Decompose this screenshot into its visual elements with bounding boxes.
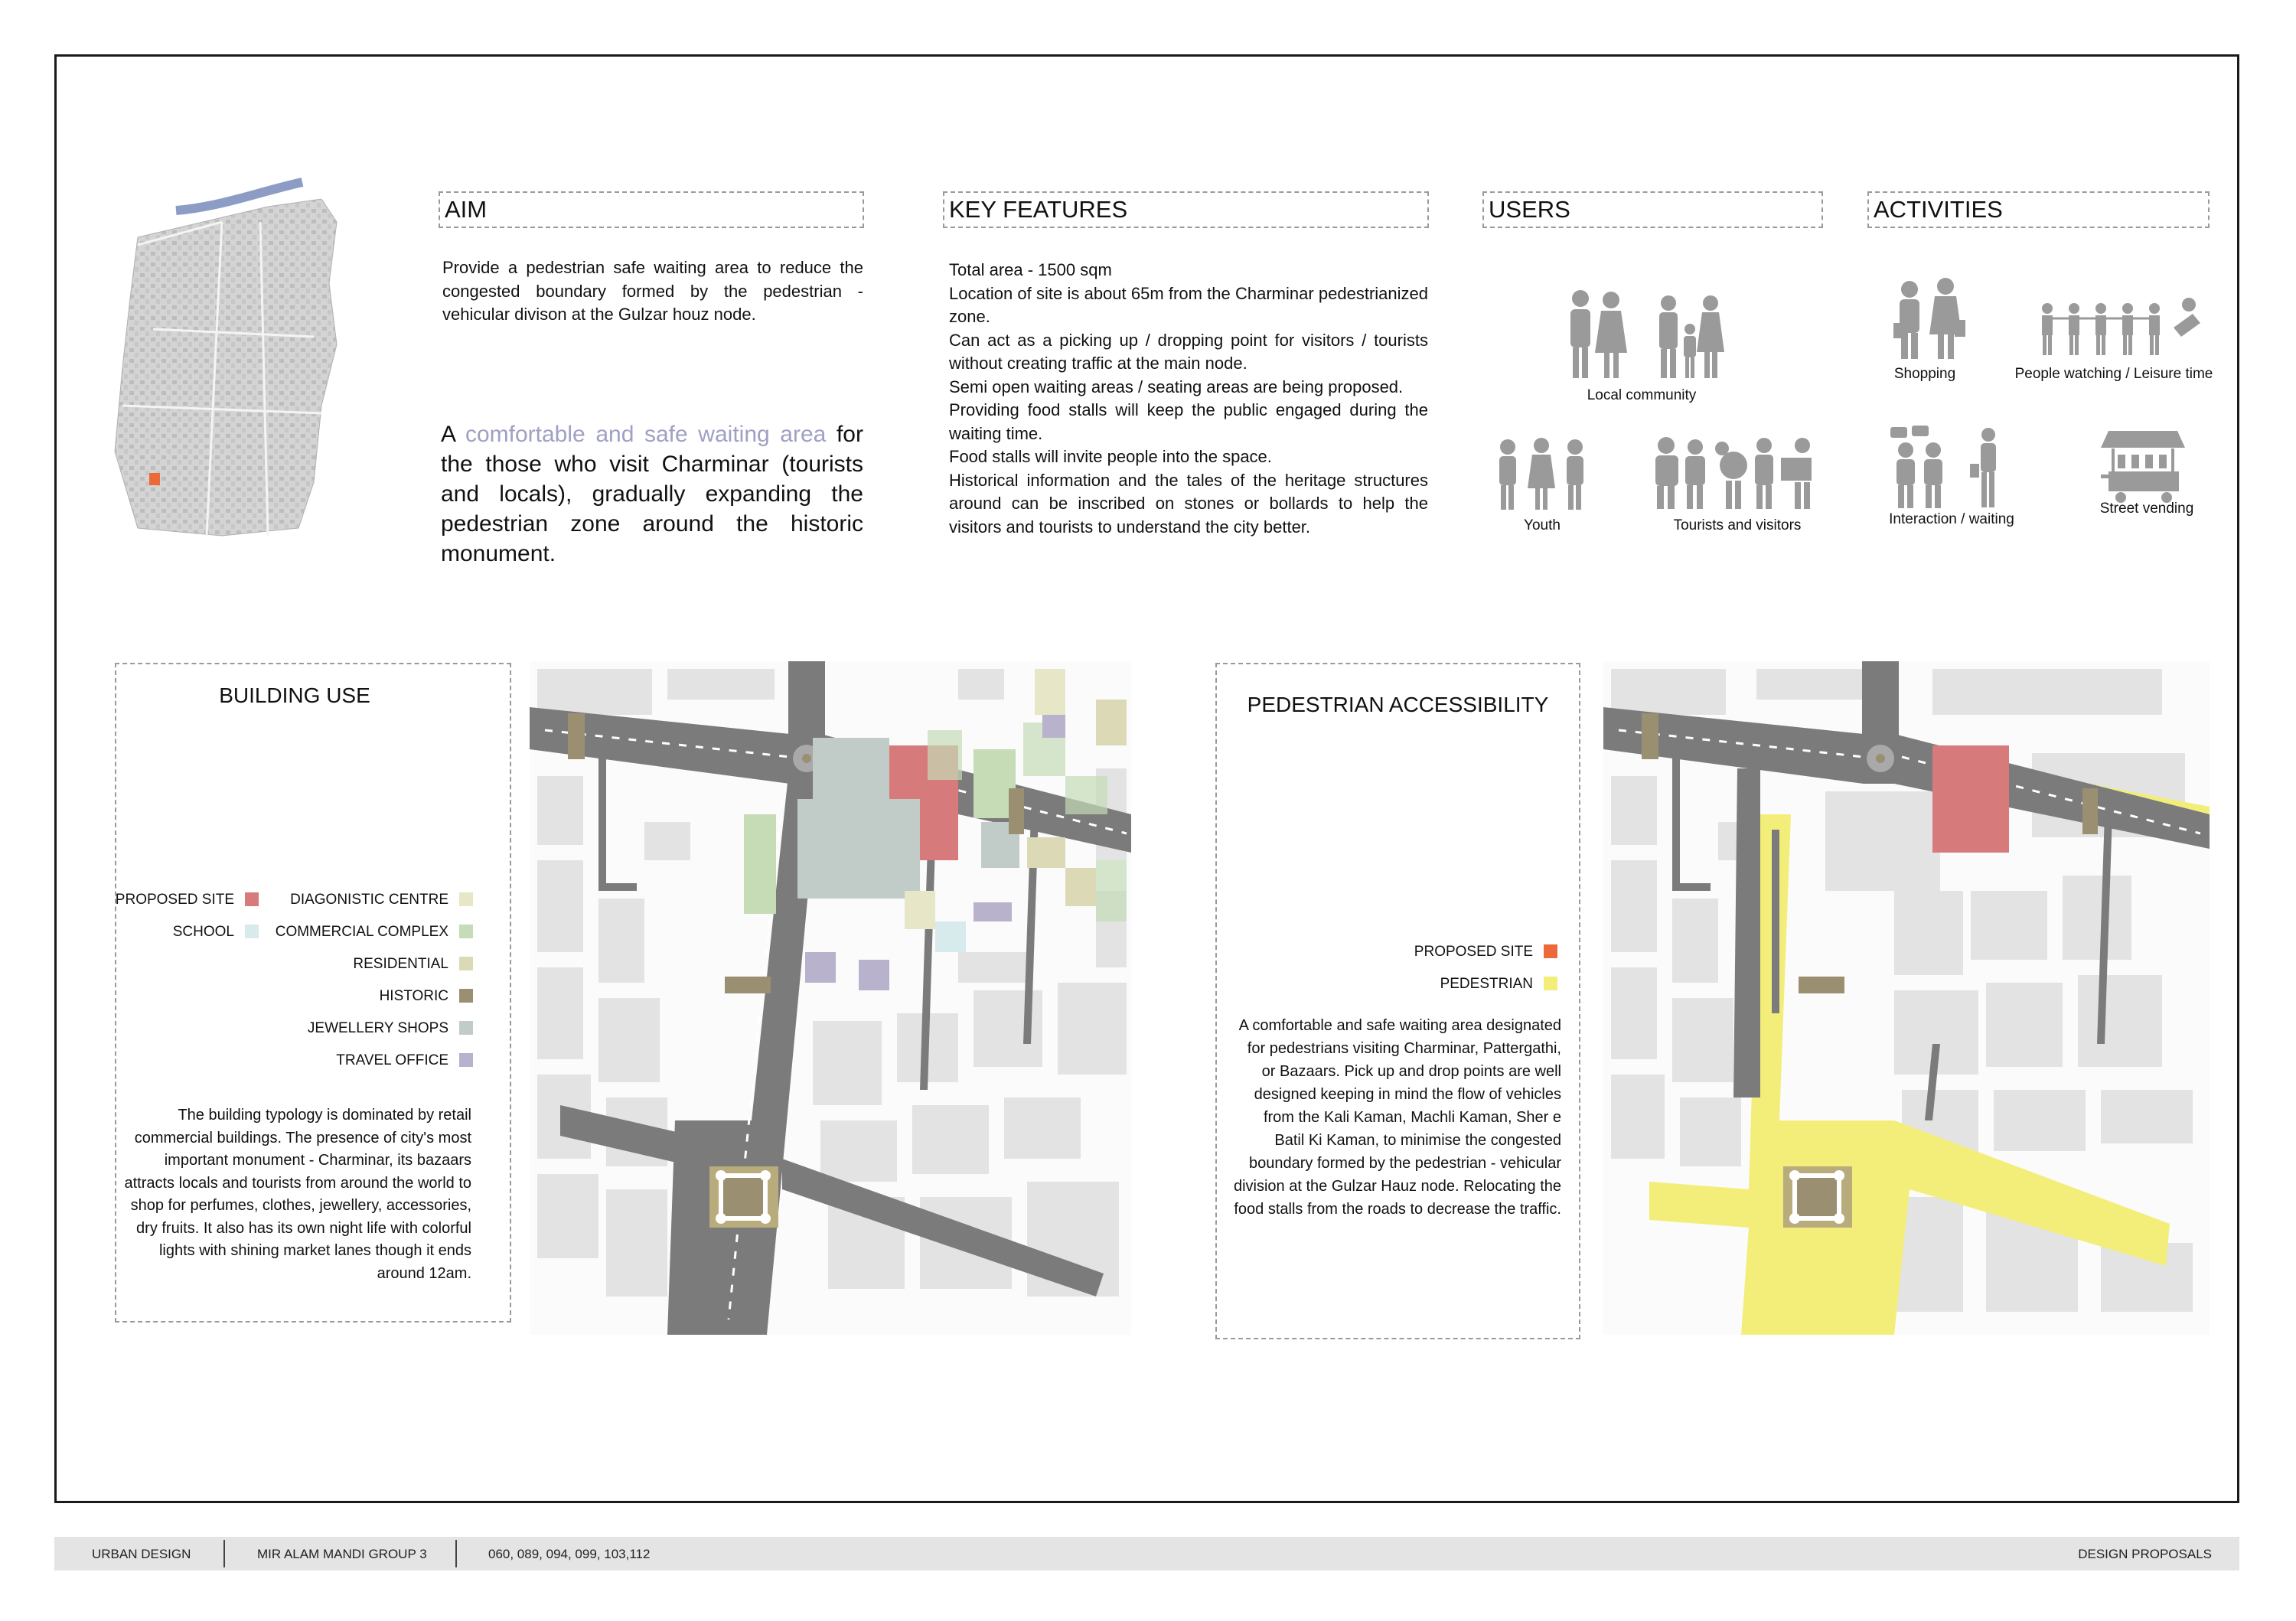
user-caption-tourists: Tourists and visitors bbox=[1673, 517, 1802, 533]
key-feature-line: Can act as a picking up / dropping point for visitors / tourists without creating traffic at the main node. bbox=[949, 330, 1428, 373]
legend-label: JEWELLERY SHOPS bbox=[307, 1020, 448, 1036]
legend-label: SCHOOL bbox=[172, 924, 234, 940]
legend-label: DIAGONISTIC CENTRE bbox=[290, 892, 448, 908]
footer-divider bbox=[455, 1540, 457, 1567]
activity-caption-interaction: Interaction / waiting bbox=[1889, 511, 2014, 527]
shopping-icon bbox=[1890, 277, 1967, 361]
key-feature-line: Providing food stalls will keep the public engaged during the waiting time. bbox=[949, 400, 1428, 443]
legend-label: HISTORIC bbox=[379, 988, 448, 1004]
legend-label: TRAVEL OFFICE bbox=[336, 1052, 448, 1068]
footer-sheet-title: DESIGN PROPOSALS bbox=[2078, 1547, 2212, 1561]
key-feature-line: Total area - 1500 sqm bbox=[949, 260, 1112, 279]
key-features-list bbox=[949, 259, 1428, 539]
legend-pa-proposed-site bbox=[1414, 944, 1557, 961]
food-cart-icon bbox=[2101, 427, 2193, 504]
aim-heading: AIM bbox=[439, 191, 864, 228]
tourists-icon bbox=[1649, 435, 1818, 511]
legend-label: PROPOSED SITE bbox=[115, 892, 234, 908]
building-use-text: The building typology is dominated by retail commercial buildings. The presence of city's most important monument - Charminar, its bazaars attracts locals and tourists from around the world to shop for perfumes, clothes, jewellery, accessories, dry fruits. It also has its own night life with colorful lights with shining market lanes though it ends around 12am. bbox=[124, 1107, 471, 1282]
activity-caption-street-vending: Street vending bbox=[2099, 501, 2194, 517]
legend-swatch bbox=[459, 1021, 473, 1035]
user-caption-local-community: Local community bbox=[1587, 387, 1697, 403]
legend-residential bbox=[353, 956, 473, 973]
key-features-heading: KEY FEATURES bbox=[943, 191, 1429, 228]
aim-text: Provide a pedestrian safe waiting area to reduce the congested boundary formed by the pedestrian - vehicular divison at the Gulzar houz node. bbox=[442, 258, 863, 324]
aim-statement bbox=[441, 419, 863, 569]
legend-swatch bbox=[245, 892, 259, 906]
legend-travel-office bbox=[336, 1052, 473, 1069]
building-use-heading: BUILDING USE bbox=[219, 683, 370, 707]
building-use-map bbox=[530, 661, 1131, 1335]
legend-swatch bbox=[245, 925, 259, 938]
key-feature-line: Semi open waiting areas / seating areas are being proposed. bbox=[949, 377, 1404, 396]
aim-statement-prefix: A bbox=[441, 422, 465, 447]
youth-icon bbox=[1492, 436, 1592, 513]
pa-map-proposed-site bbox=[1932, 745, 2009, 853]
key-feature-line: Food stalls will invite people into the space. bbox=[949, 447, 1272, 466]
pedestrian-accessibility-text: A comfortable and safe waiting area designated for pedestrians visiting Charminar, Pattergathi, or Bazaars. Pick up and drop points are well designed keeping in mind the flow of vehicles from the Kali Kaman, Machli Kaman, Sher e Batil Ki Kaman, to minimise the congested boundary formed by the pedestrian - vehicular division at the Gulzar Hauz node. Relocating the food stalls from the roads to decrease the traffic. bbox=[1233, 1017, 1561, 1218]
legend-swatch bbox=[1544, 944, 1557, 958]
legend-proposed-site bbox=[116, 892, 259, 908]
key-feature-line: Historical information and the tales of the heritage structures around can be inscribed on stones or bollards to help the visitors and tourists to understand the city better. bbox=[949, 470, 1428, 537]
activity-caption-shopping: Shopping bbox=[1893, 366, 1956, 382]
aim-statement-suffix: for the those who visit Charminar (tourists and locals), gradually expanding the pedestrian zone around the historic monument. bbox=[441, 422, 863, 566]
legend-swatch bbox=[459, 892, 473, 906]
legend-swatch bbox=[459, 1053, 473, 1067]
users-heading: USERS bbox=[1482, 191, 1823, 228]
activity-caption-leisure: People watching / Leisure time bbox=[2014, 366, 2213, 382]
interaction-icon bbox=[1889, 426, 2004, 510]
footer-roll-numbers: 060, 089, 094, 099, 103,112 bbox=[488, 1547, 651, 1561]
legend-pa-pedestrian bbox=[1440, 976, 1557, 993]
key-plan-map bbox=[107, 176, 429, 543]
legend-swatch bbox=[1544, 977, 1557, 990]
pedestrian-accessibility-heading: PEDESTRIAN ACCESSIBILITY bbox=[1247, 693, 1549, 716]
pedestrian-accessibility-map bbox=[1603, 661, 2210, 1335]
legend-jewellery bbox=[308, 1020, 473, 1037]
legend-diagnostic bbox=[290, 892, 473, 908]
leisure-icon bbox=[2036, 289, 2204, 358]
legend-swatch bbox=[459, 989, 473, 1003]
pedestrian-accessibility-panel bbox=[1215, 663, 1580, 1339]
legend-label: COMMERCIAL COMPLEX bbox=[275, 924, 448, 940]
family-icon bbox=[1554, 283, 1730, 383]
footer-group: MIR ALAM MANDI GROUP 3 bbox=[257, 1547, 427, 1561]
user-caption-youth: Youth bbox=[1524, 517, 1561, 533]
legend-label: PEDESTRIAN bbox=[1440, 976, 1533, 992]
legend-swatch bbox=[459, 925, 473, 938]
legend-label: PROPOSED SITE bbox=[1414, 944, 1533, 960]
aim-statement-highlight: comfortable and safe waiting area bbox=[465, 422, 827, 447]
legend-historic bbox=[380, 988, 473, 1005]
activities-heading: ACTIVITIES bbox=[1867, 191, 2210, 228]
footer-course: URBAN DESIGN bbox=[92, 1547, 191, 1561]
legend-swatch bbox=[459, 957, 473, 970]
key-feature-line: Location of site is about 65m from the Charminar pedestrianized zone. bbox=[949, 283, 1428, 326]
key-plan-site-marker bbox=[149, 473, 160, 485]
legend-school bbox=[173, 924, 259, 941]
legend-label: RESIDENTIAL bbox=[353, 956, 448, 972]
legend-commercial bbox=[276, 924, 473, 941]
footer-divider bbox=[223, 1540, 225, 1567]
